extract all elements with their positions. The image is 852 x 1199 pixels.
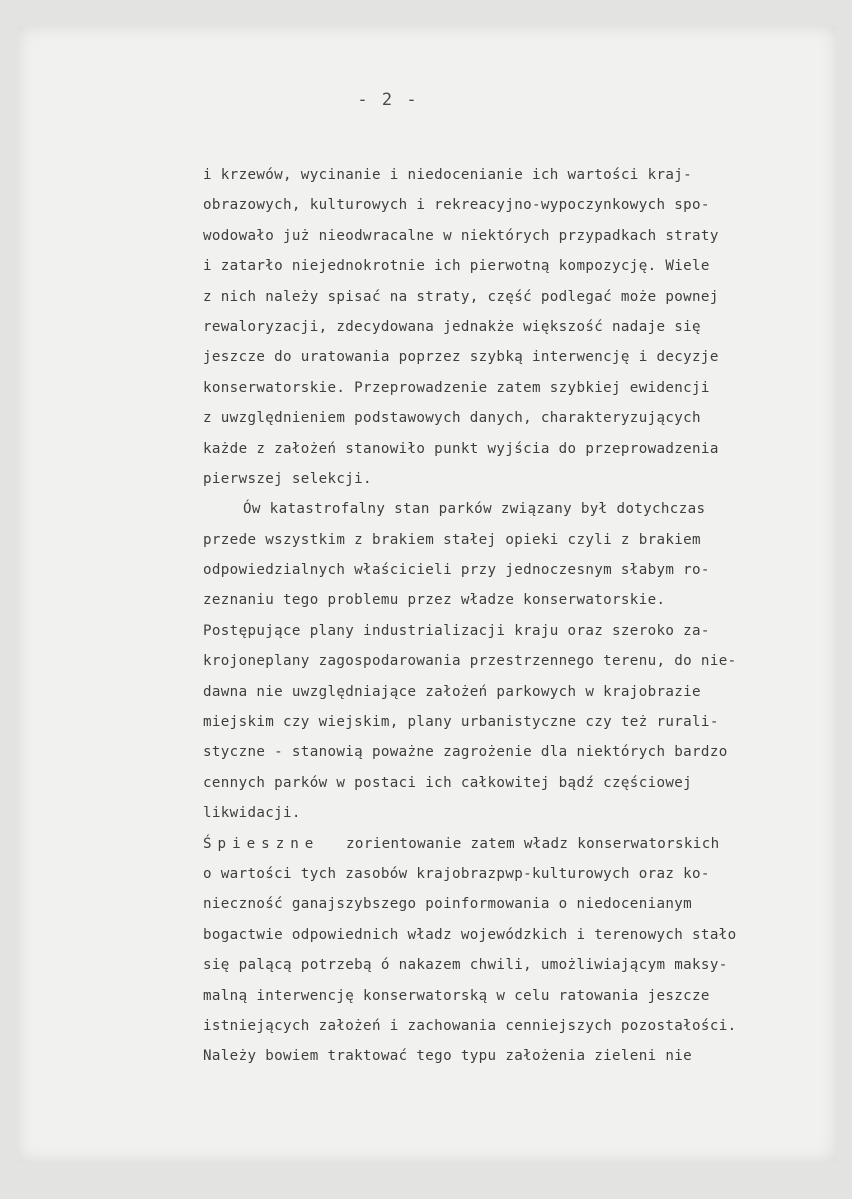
text-line: i zatarło niejednokrotnie ich pierwotną kompozycję. Wiele <box>203 258 710 275</box>
paragraph-first-line: Ów katastrofalny stan parków związany był dotychczas <box>243 501 706 518</box>
text-line: o wartości tych zasobów krajobrazpwp-kulturowych oraz ko- <box>203 865 710 882</box>
text-line: się palącą potrzebą ó nakazem chwili, umożliwiającym maksy- <box>203 957 728 974</box>
text-line: jeszcze do uratowania poprzez szybką interwencję i decyzje <box>203 349 719 366</box>
text-line: krojoneplany zagospodarowania przestrzennego terenu, do nie- <box>203 653 737 670</box>
text-line: odpowiedzialnych właścicieli przy jednoczesnym słabym ro- <box>203 562 710 579</box>
text-line: dawna nie uwzględniające założeń parkowych w krajobrazie <box>203 683 701 700</box>
document-body <box>203 160 843 1072</box>
text-line: rewaloryzacji, zdecydowana jednakże większość nadaje się <box>203 318 701 335</box>
text-line: bogactwie odpowiednich władz wojewódzkich i terenowych stało <box>203 926 737 943</box>
text-line: przede wszystkim z brakiem stałej opieki czyli z brakiem <box>203 531 701 548</box>
text-line: malną interwencję konserwatorską w celu ratowania jeszcze <box>203 987 710 1004</box>
text-line: styczne - stanowią poważne zagrożenie dla niektórych bardzo <box>203 744 728 761</box>
spaced-emphasis-word: Śpieszne <box>203 835 320 852</box>
text-line: z uwzględnieniem podstawowych danych, charakteryzujących <box>203 410 701 427</box>
text-line: i krzewów, wycinanie i niedocenianie ich wartości kraj- <box>203 167 693 183</box>
text-line: likwidacji. <box>203 805 301 822</box>
text-line: istniejących założeń i zachowania cenniejszych pozostałości. <box>203 1017 737 1034</box>
text-line: miejskim czy wiejskim, plany urbanistyczne czy też rurali- <box>203 714 719 731</box>
text-line: z nich należy spisać na straty, część podlegać może pownej <box>203 288 719 305</box>
text-line-rest: zorientowanie zatem władz konserwatorskich <box>346 835 720 852</box>
text-line: każde z założeń stanowiło punkt wyjścia do przeprowadzenia <box>203 440 719 457</box>
text-line: wodowało już nieodwracalne w niektórych przypadkach straty <box>203 227 719 244</box>
text-line: Należy bowiem traktować tego typu założenia zieleni nie <box>203 1048 693 1065</box>
text-line: pierwszej selekcji. <box>203 470 372 487</box>
text-line: nieczność ganajszybszego poinformowania o niedocenianym <box>203 896 693 913</box>
paragraph-first-line <box>203 829 843 859</box>
text-line: cennych parków w postaci ich całkowitej bądź częściowej <box>203 774 693 791</box>
page-number: - 2 - <box>357 90 419 110</box>
text-line: zeznaniu tego problemu przez władze konserwatorskie. <box>203 592 666 609</box>
text-line: konserwatorskie. Przeprowadzenie zatem szybkiej ewidencji <box>203 379 710 396</box>
text-line: Postępujące plany industrializacji kraju oraz szeroko za- <box>203 622 710 639</box>
text-line: obrazowych, kulturowych i rekreacyjno-wypoczynkowych spo- <box>203 197 710 214</box>
